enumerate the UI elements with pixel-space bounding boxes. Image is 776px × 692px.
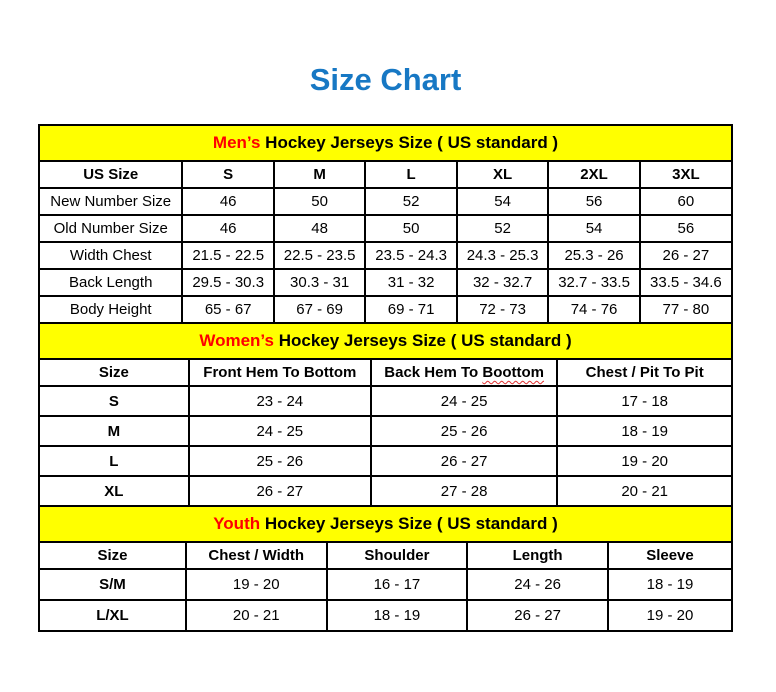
- table-cell: 29.5 - 30.3: [182, 269, 273, 296]
- table-cell: 32 - 32.7: [457, 269, 548, 296]
- table-cell: 23.5 - 24.3: [365, 242, 456, 269]
- table-cell: 24 - 26: [467, 569, 608, 600]
- table-cell: 50: [274, 188, 365, 215]
- table-cell: 65 - 67: [182, 296, 273, 323]
- table-cell: 24 - 25: [189, 416, 371, 446]
- mens-band-title: [39, 125, 732, 161]
- table-cell: 27 - 28: [371, 476, 557, 506]
- table-row: [39, 476, 732, 506]
- row-label: New Number Size: [39, 188, 182, 215]
- table-row: [39, 269, 732, 296]
- table-row: [39, 569, 732, 600]
- table-row: [39, 600, 732, 631]
- table-cell: 20 - 21: [186, 600, 327, 631]
- column-header: Front Hem To Bottom: [189, 359, 371, 386]
- column-header: Shoulder: [327, 542, 468, 569]
- row-label: M: [39, 416, 189, 446]
- table-cell: 54: [548, 215, 639, 242]
- youth-band-title-black: Hockey Jerseys Size ( US standard ): [260, 514, 558, 533]
- womens-band: [39, 323, 732, 359]
- table-cell: 56: [640, 215, 732, 242]
- youth-band-title-red: Youth: [213, 514, 261, 533]
- table-cell: 19 - 20: [557, 446, 732, 476]
- table-cell: 20 - 21: [557, 476, 732, 506]
- column-header: M: [274, 161, 365, 188]
- table-cell: 24 - 25: [371, 386, 557, 416]
- table-cell: 18 - 19: [557, 416, 732, 446]
- table-cell: 16 - 17: [327, 569, 468, 600]
- misspelled-word: Boottom: [482, 364, 545, 381]
- table-cell: 31 - 32: [365, 269, 456, 296]
- table-cell: 32.7 - 33.5: [548, 269, 639, 296]
- mens-band: [39, 125, 732, 161]
- table-cell: 26 - 27: [640, 242, 732, 269]
- table-row: [39, 188, 732, 215]
- table-cell: 54: [457, 188, 548, 215]
- table-cell: 50: [365, 215, 456, 242]
- table-cell: 25 - 26: [371, 416, 557, 446]
- table-row: [39, 416, 732, 446]
- womens-band-title-red: Women’s: [199, 331, 274, 350]
- table-cell: 21.5 - 22.5: [182, 242, 273, 269]
- table-cell: 67 - 69: [274, 296, 365, 323]
- table-cell: 46: [182, 215, 273, 242]
- table-row: [39, 242, 732, 269]
- row-label: S/M: [39, 569, 186, 600]
- womens-band-title: [39, 323, 732, 359]
- row-label: L: [39, 446, 189, 476]
- row-label: XL: [39, 476, 189, 506]
- table-row: [39, 446, 732, 476]
- row-label: Back Length: [39, 269, 182, 296]
- table-cell: 60: [640, 188, 732, 215]
- youth-header-row: [39, 542, 732, 569]
- row-label: Body Height: [39, 296, 182, 323]
- table-cell: 52: [457, 215, 548, 242]
- column-header: US Size: [39, 161, 182, 188]
- column-header: Length: [467, 542, 608, 569]
- mens-header-row: [39, 161, 732, 188]
- table-row: [39, 215, 732, 242]
- table-cell: 25.3 - 26: [548, 242, 639, 269]
- table-cell: 46: [182, 188, 273, 215]
- table-row: [39, 296, 732, 323]
- column-header: L: [365, 161, 456, 188]
- column-header: Size: [39, 359, 189, 386]
- table-cell: 26 - 27: [189, 476, 371, 506]
- womens-size-table: [38, 322, 733, 507]
- mens-size-table: [38, 124, 733, 324]
- column-header: S: [182, 161, 273, 188]
- row-label: Old Number Size: [39, 215, 182, 242]
- row-label: S: [39, 386, 189, 416]
- row-label: L/XL: [39, 600, 186, 631]
- table-cell: 26 - 27: [467, 600, 608, 631]
- column-header: XL: [457, 161, 548, 188]
- column-header: Chest / Width: [186, 542, 327, 569]
- womens-header-row: [39, 359, 732, 386]
- table-cell: 26 - 27: [371, 446, 557, 476]
- table-cell: 19 - 20: [608, 600, 732, 631]
- table-cell: 18 - 19: [327, 600, 468, 631]
- column-header: Sleeve: [608, 542, 732, 569]
- table-cell: 30.3 - 31: [274, 269, 365, 296]
- table-cell: 48: [274, 215, 365, 242]
- table-cell: 69 - 71: [365, 296, 456, 323]
- table-cell: 18 - 19: [608, 569, 732, 600]
- table-cell: 74 - 76: [548, 296, 639, 323]
- table-cell: 52: [365, 188, 456, 215]
- table-cell: 17 - 18: [557, 386, 732, 416]
- table-cell: 33.5 - 34.6: [640, 269, 732, 296]
- table-cell: 23 - 24: [189, 386, 371, 416]
- table-cell: 19 - 20: [186, 569, 327, 600]
- youth-band: [39, 506, 732, 542]
- column-header: 2XL: [548, 161, 639, 188]
- row-label: Width Chest: [39, 242, 182, 269]
- youth-size-table: [38, 505, 733, 632]
- table-cell: 22.5 - 23.5: [274, 242, 365, 269]
- column-header: Chest / Pit To Pit: [557, 359, 732, 386]
- mens-band-title-red: Men’s: [212, 133, 261, 152]
- table-cell: 24.3 - 25.3: [457, 242, 548, 269]
- table-cell: 25 - 26: [189, 446, 371, 476]
- tables-container: [38, 124, 733, 632]
- youth-band-title: [39, 506, 732, 542]
- table-row: [39, 386, 732, 416]
- table-cell: 77 - 80: [640, 296, 732, 323]
- page-title: Size Chart: [309, 62, 462, 97]
- mens-band-title-black: Hockey Jerseys Size ( US standard ): [260, 133, 559, 152]
- column-header: 3XL: [640, 161, 732, 188]
- column-header: Back Hem To Boottom: [371, 359, 557, 386]
- table-cell: 72 - 73: [457, 296, 548, 323]
- column-header: Size: [39, 542, 186, 569]
- womens-band-title-black: Hockey Jerseys Size ( US standard ): [273, 331, 572, 350]
- table-cell: 56: [548, 188, 639, 215]
